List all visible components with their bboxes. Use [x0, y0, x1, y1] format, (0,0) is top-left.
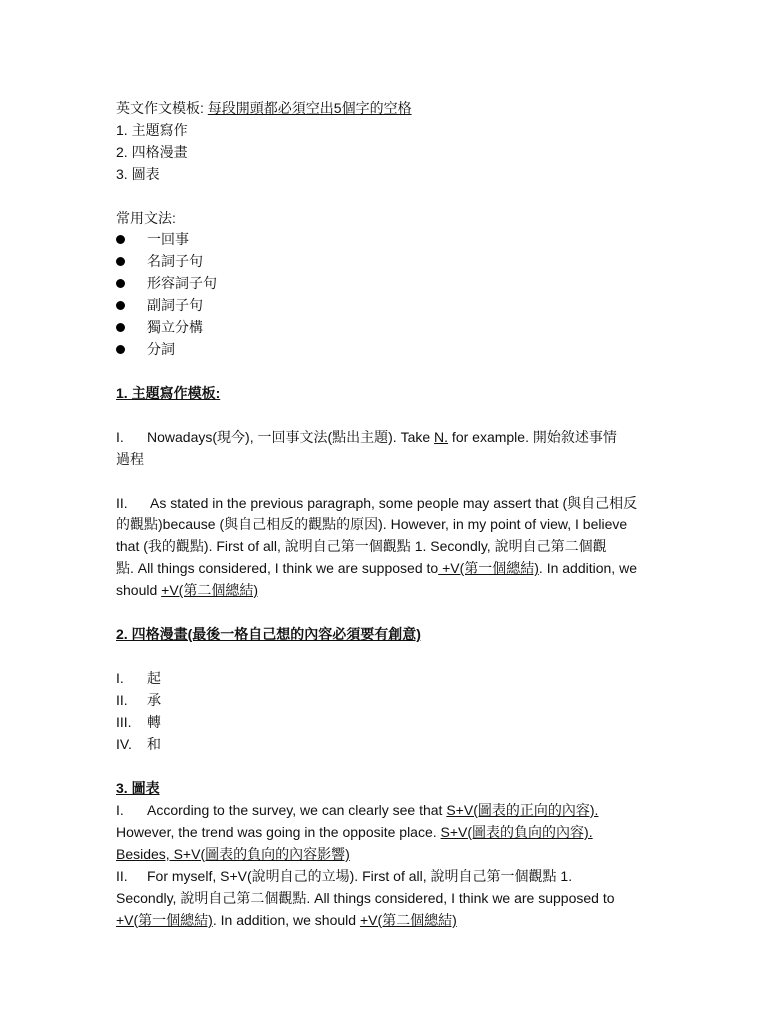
roman-numeral: III. [116, 714, 132, 730]
list-item: III. 轉 [116, 714, 161, 730]
bullet [116, 323, 125, 332]
roman-numeral: II. [116, 495, 128, 511]
type-item: 2. 四格漫畫 [116, 144, 188, 160]
s1-para2-line2: 的觀點)because (與自己相反的觀點的原因). However, in my point of view, I believe [116, 516, 628, 532]
grammar-item: 副詞子句 [147, 297, 203, 313]
s3-para2-line2: Secondly, 說明自己第二個觀點. All things considered, I think we are supposed to [116, 890, 615, 906]
title-underlined: 每段開頭都必須空出5個字的空格 [207, 100, 412, 116]
grammar-item: 獨立分構 [147, 319, 203, 335]
roman-numeral: I. [116, 670, 124, 686]
s3-para2-line1: II. For myself, S+V(說明自己的立場). First of all, 說明自己第一個觀點 1. [116, 868, 573, 884]
list-item: IV. 和 [116, 736, 161, 752]
type-item: 3. 圖表 [116, 166, 160, 182]
roman-numeral: II. [116, 868, 128, 884]
roman-numeral: I. [116, 802, 124, 818]
list-item: II. 承 [116, 692, 161, 708]
bullet [116, 257, 125, 266]
bullet [116, 345, 125, 354]
s1-para2-line4: 點. All things considered, I think we are supposed to +V(第一個總結). In addition, we [116, 560, 637, 576]
roman-numeral: IV. [116, 736, 132, 752]
s3-para2-line3: +V(第一個總結). In addition, we should +V(第二個總結) [116, 912, 457, 928]
s1-para1-line2: 過程 [116, 451, 144, 467]
s3-para1-line2: However, the trend was going in the opposite place. S+V(圖表的負向的內容). [116, 824, 593, 840]
grammar-heading: 常用文法: [116, 210, 176, 226]
s3-para1-line3: Besides, S+V(圖表的負向的內容影響) [116, 846, 350, 862]
s1-para2-line1: II. As stated in the previous paragraph, some people may assert that (與自己相反 [116, 495, 638, 511]
grammar-item: 形容詞子句 [147, 275, 217, 291]
type-item: 1. 主題寫作 [116, 122, 188, 138]
grammar-item: 名詞子句 [147, 253, 203, 269]
bullet [116, 235, 125, 244]
bullet [116, 301, 125, 310]
roman-numeral: II. [116, 692, 128, 708]
doc-title [116, 98, 412, 118]
s3-para1-line1: I. According to the survey, we can clearly see that S+V(圖表的正向的內容). [116, 802, 599, 818]
section-1-heading: 1. 主題寫作模板: [116, 385, 221, 401]
s1-para2-line3: that (我的觀點). First of all, 說明自己第一個觀點 1. Secondly, 說明自己第二個觀 [116, 538, 607, 554]
grammar-item: 分詞 [147, 341, 175, 357]
title-prefix: 英文作文模板: [116, 100, 208, 116]
grammar-item: 一回事 [147, 231, 189, 247]
s1-para1-line1: I. Nowadays(現今), 一回事文法(點出主題). Take N. for example. 開始敘述事情 [116, 429, 617, 445]
bullet [116, 279, 125, 288]
list-item: I. 起 [116, 670, 161, 686]
s1-para2-line5: should +V(第二個總結) [116, 582, 258, 598]
section-3-heading: 3. 圖表 [116, 780, 160, 796]
section-2-heading: 2. 四格漫畫(最後一格自己想的內容必須要有創意) [116, 626, 421, 642]
roman-numeral: I. [116, 429, 124, 445]
